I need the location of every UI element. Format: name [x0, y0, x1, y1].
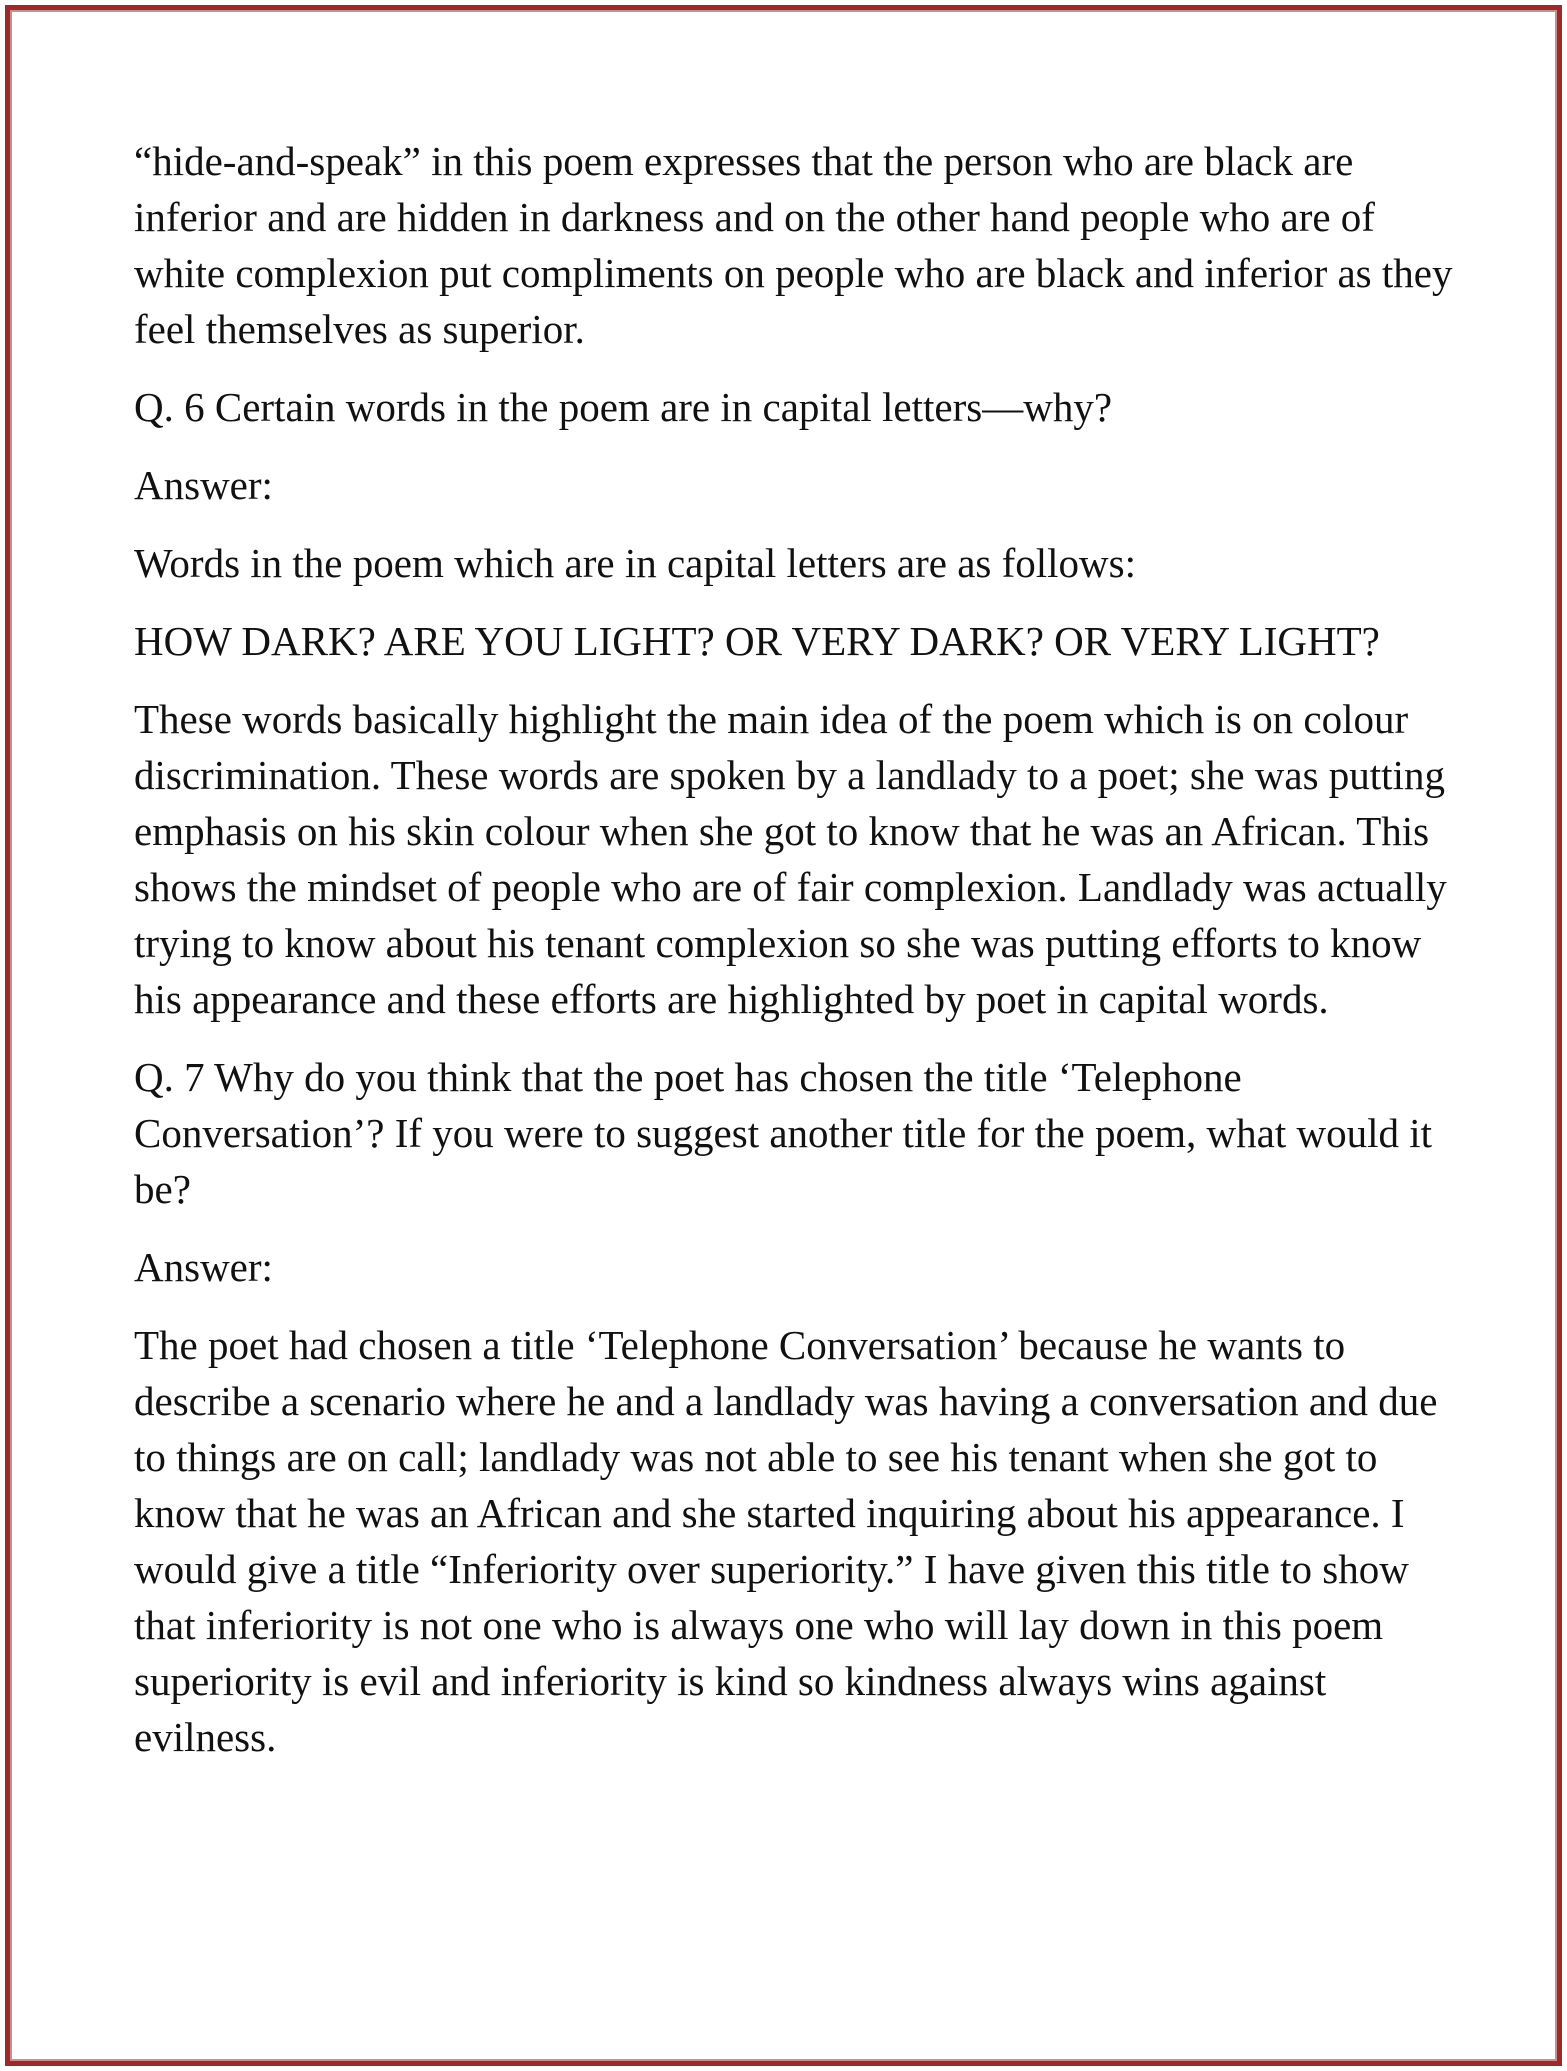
document-body — [134, 133, 1454, 1787]
question-6: Q. 6 Certain words in the poem are in capital letters—why? — [134, 384, 1113, 430]
paragraph-capital-words-intro: Words in the poem which are in capital letters are as follows: — [134, 540, 1137, 586]
answer-label-q6: Answer: — [134, 462, 273, 508]
paragraph-answer-q7: The poet had chosen a title ‘Telephone Conversation’ because he wants to describe a scenario where he and a landlady was having a conversation and due to things are on call; landlady was not able to see his tenant when she got to know that he was an African and she started inquiring about his appearance. I would give a title “Inferiority over superiority.” I have given this title to show that inferiority is not one who is always one who will lay down in this poem superiority is evil and inferiority is kind so kindness always wins against evilness. — [134, 1322, 1438, 1760]
question-7: Q. 7 Why do you think that the poet has chosen the title ‘Telephone Conversation’? If you were to suggest another title for the poem, what would it be? — [134, 1054, 1433, 1212]
paragraph-hide-and-speak: “hide-and-speak” in this poem expresses that the person who are black are inferior and are hidden in darkness and on the other hand people who are of white complexion put compliments on people who are black and inferior as they feel themselves as superior. — [134, 138, 1453, 352]
paragraph-capital-words: HOW DARK? ARE YOU LIGHT? OR VERY DARK? OR VERY LIGHT? — [134, 618, 1380, 664]
answer-label-q7: Answer: — [134, 1244, 273, 1290]
paragraph-answer-q6: These words basically highlight the main idea of the poem which is on colour discrimination. These words are spoken by a landlady to a poet; she was putting emphasis on his skin colour when she got to know that he was an African. This shows the mindset of people who are of fair complexion. Landlady was actually trying to know about his tenant complexion so she was putting efforts to know his appearance and these efforts are highlighted by poet in capital words. — [134, 696, 1447, 1022]
